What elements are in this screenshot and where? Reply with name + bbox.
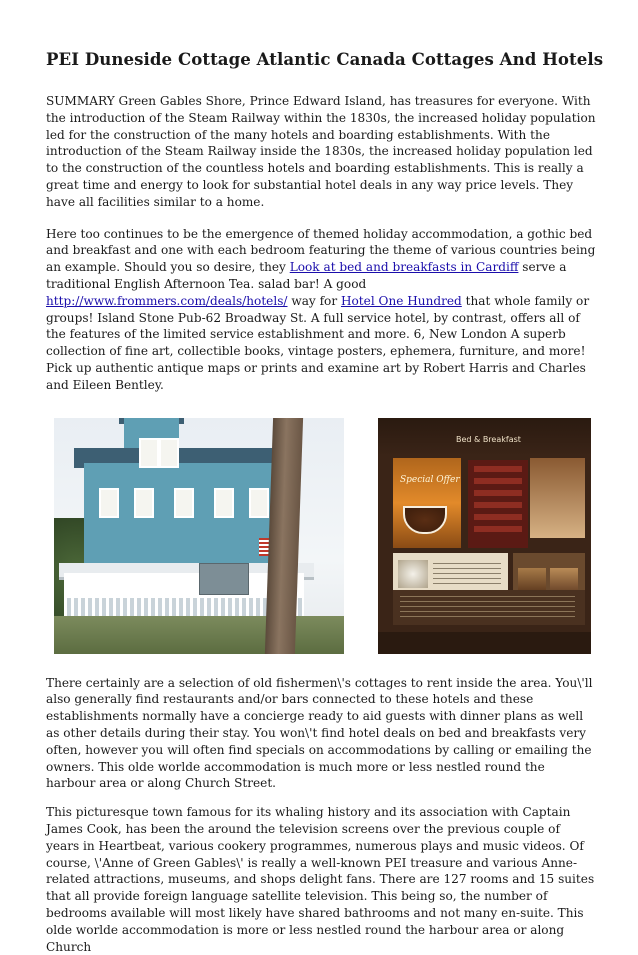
inn-sign [199,563,249,595]
summary-paragraph: SUMMARY Green Gables Shore, Prince Edward Island, has treasures for everyone. With the introduction of the Steam Railway within the 1830s, the increased holiday population led for the construction of the many hotels and boarding establishments. With the introduction of the Steam Railway inside the 1830s, the increased holiday population led to the construction of the countless hotels and boarding establishments. This is really a great time and energy to look for substantial hotel deals in any way price levels. They have all facilities similar to a home. [46,94,596,209]
paragraph-text-segment: that whole family or groups! Island Stone Pub-62 Broadway St. A full service hotel, by contrast, offers all of the features of the limited service establishment and more. 6, New London A superb collection of fine art, collectible books, vintage posters, ephemera, furniture, and more! Pick up authentic antique maps or prints and examine art by Robert Harris and Charles and Eileen Bentley. [46,293,590,392]
whaling-town-paragraph: This picturesque town famous for its whaling history and its association with Captain James Cook, has been the around the television screens over the previous couple of years in Heartbeat, various cookery programmes, numerous plays and music videos. Of course, \'Anne of Green Gables\' is really a well-known PEI treasure and various Anne-related attractions, museums, and shops delight fans. There are 127 rooms and 15 suites that all provide foreign language satellite television. This being so, the number of bedrooms available will most likely have shared bathrooms and not many en-suite. This olde worlde accommodation is more or less nestled round the harbour area or along Church [46,805,595,954]
template-special-offer: Special Offer [400,474,460,485]
victorian-house-photo [54,418,344,654]
bed-and-breakfast-template-screenshot [378,418,591,654]
document-page [46,0,604,955]
template-logo: Bed & Breakfast [456,434,521,444]
paragraph-text-segment: way for [287,293,341,308]
frommers-deals-link[interactable]: http://www.frommers.com/deals/hotels/ [46,293,288,308]
fishermen-cottages-paragraph: There certainly are a selection of old fishermen\'s cottages to rent inside the area. You\'ll also generally find restaurants and/or bars connected to these hotels and these establishments normally have a concierge ready to aid guests with dinner plans as well as other details during their stay. You won\'t find hotel deals on bed and breakfasts very often, however you will often find specials on accommodations by calling or emailing the owners. This olde worlde accommodation is much more or less nestled round the harbour area or along Church Street. [46,675,593,791]
paragraph-text-segment: Here too continues to be the emergence of themed holiday accommodation, a gothic bed and breakfast and one with each bedroom featuring the theme of various countries being an example. Should you so desire, they [46,226,596,275]
paragraph-text-segment: serve a traditional English Afternoon Tea. salad bar! A good [46,260,567,291]
hotel-one-hundred-link[interactable]: Hotel One Hundred [340,293,462,308]
page-title: PEI Duneside Cottage Atlantic Canada Cottages And Hotels [46,49,604,69]
figure-row [46,418,596,663]
themed-accommodation-paragraph [46,226,596,394]
cardiff-bnb-link[interactable]: Look at bed and breakfasts in Cardiff [289,260,519,275]
